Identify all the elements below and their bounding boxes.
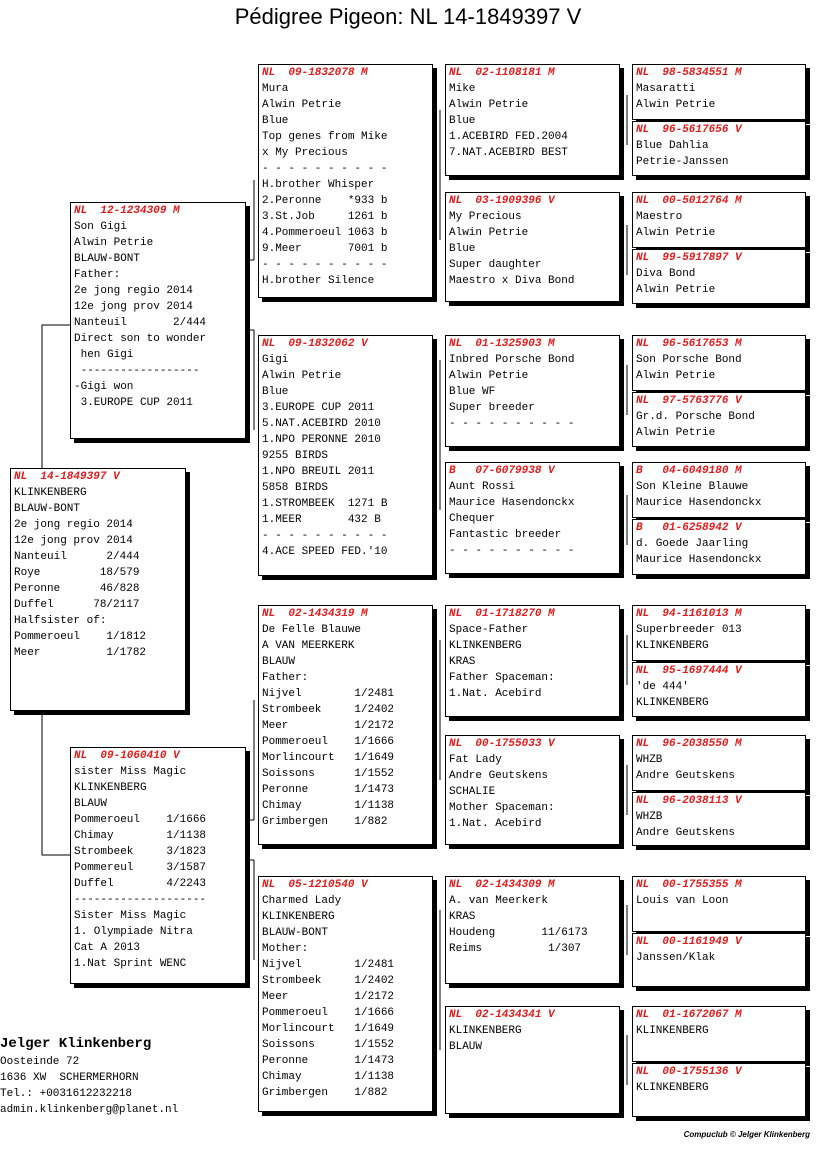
card-line: 9255 BIRDS [262, 450, 329, 462]
ring-number: NL 03-1909396 V [449, 195, 555, 207]
ring-number: NL 96-2038113 V [636, 795, 742, 807]
pigeon-card-mf [258, 605, 433, 845]
card-line: 2.Peronne *933 b [262, 195, 388, 207]
pigeon-card-ff [258, 64, 433, 298]
card-line: Soissons 1/1552 [262, 1039, 395, 1051]
ring-number: B 07-6079938 V [449, 465, 555, 477]
card-line: Soissons 1/1552 [262, 768, 395, 780]
card-line: Duffel 4/2243 [74, 878, 207, 890]
owner-address: Oosteinde 72 [0, 1056, 80, 1068]
card-line: Grimbergen 1/882 [262, 816, 388, 828]
card-line: Strombeek 1/2402 [262, 704, 395, 716]
owner-email[interactable]: admin.klinkenberg@planet.nl [0, 1104, 179, 1116]
ring-number: NL 14-1849397 V [14, 471, 120, 483]
ring-number: NL 02-1434319 M [262, 608, 368, 620]
pigeon-card-g2 [632, 121, 806, 176]
card-line: Grimbergen 1/882 [262, 1087, 388, 1099]
pigeon-card-ffm [445, 192, 620, 302]
card-line: Space-Father [449, 624, 529, 636]
card-line: Nanteuil 2/444 [14, 551, 140, 563]
card-line: Alwin Petrie [636, 370, 716, 382]
card-line: Blue [262, 386, 289, 398]
card-line: - - - - - - - - - - [449, 545, 575, 557]
pigeon-card-g16 [632, 1063, 806, 1117]
ring-number: NL 01-1718270 M [449, 608, 555, 620]
pigeon-card-mm [258, 876, 433, 1112]
card-line: WHZB [636, 811, 663, 823]
card-line: 7.NAT.ACEBIRD BEST [449, 147, 568, 159]
ring-number: NL 00-1755136 V [636, 1066, 742, 1078]
owner-city: 1636 XW SCHERMERHORN [0, 1072, 139, 1084]
ring-number: B 01-6258942 V [636, 522, 742, 534]
card-line: A. van Meerkerk [449, 895, 549, 907]
card-line: Alwin Petrie [449, 370, 529, 382]
card-line: Mike [449, 83, 476, 95]
card-line: Andre Geutskens [636, 827, 736, 839]
pigeon-card-mfm [445, 735, 620, 845]
card-line: 1.MEER 432 B [262, 514, 381, 526]
card-line: Louis van Loon [636, 895, 729, 907]
pigeon-card-g6 [632, 392, 806, 447]
card-line: KLINKENBERG [14, 487, 87, 499]
card-line: KLINKENBERG [262, 911, 335, 923]
pigeon-card-g9 [632, 605, 806, 661]
card-line: 'de 444' [636, 681, 689, 693]
card-line: Son Kleine Blauwe [636, 481, 749, 493]
card-line: KRAS [449, 656, 476, 668]
card-line: Pommeroeul 1/1812 [14, 631, 147, 643]
pigeon-card-g3 [632, 192, 806, 248]
card-line: Pommeroeul 1/1666 [262, 1007, 395, 1019]
card-line: - - - - - - - - - - [262, 530, 388, 542]
card-line: 1.Nat Sprint WENC [74, 958, 187, 970]
card-line: sister Miss Magic [74, 766, 187, 778]
card-line: Peronne 46/828 [14, 583, 140, 595]
card-line: Andre Geutskens [636, 770, 736, 782]
card-line: Nijvel 1/2481 [262, 959, 395, 971]
card-line: 2e jong regio 2014 [74, 285, 193, 297]
card-line: Mother Spaceman: [449, 802, 555, 814]
ring-number: NL 02-1434309 M [449, 879, 555, 891]
card-lines [14, 485, 182, 661]
card-line: BLAUW-BONT [262, 927, 329, 939]
card-line: Father: [262, 672, 309, 684]
pigeon-card-fff [445, 64, 620, 176]
card-line: Alwin Petrie [636, 99, 716, 111]
card-line: Maurice Hasendonckx [449, 497, 575, 509]
card-line: Meer 1/1782 [14, 647, 147, 659]
card-line: Father Spaceman: [449, 672, 555, 684]
card-line: d. Goede Jaarling [636, 538, 749, 550]
card-line: Meer 1/2172 [262, 991, 395, 1003]
pigeon-card-g8 [632, 519, 806, 575]
card-line: Mother: [262, 943, 309, 955]
card-line: 1.STROMBEEK 1271 B [262, 498, 388, 510]
card-line: Reims 1/307 [449, 943, 582, 955]
ring-number: NL 96-2038550 M [636, 738, 742, 750]
card-line: A VAN MEERKERK [262, 640, 355, 652]
ring-number: NL 97-5763776 V [636, 395, 742, 407]
pigeon-card-g5 [632, 335, 806, 391]
pigeon-card-fmm [445, 462, 620, 574]
pigeon-card-g15 [632, 1006, 806, 1062]
card-line: 3.EUROPE CUP 2011 [262, 402, 375, 414]
card-line: Pommeroeul 1/1666 [262, 736, 395, 748]
pigeon-card-g13 [632, 876, 806, 932]
card-line: Maurice Hasendonckx [636, 497, 762, 509]
pigeon-card-fm [258, 335, 433, 576]
card-line: Meer 1/2172 [262, 720, 395, 732]
card-line: Gigi [262, 354, 289, 366]
card-line: 5.NAT.ACEBIRD 2010 [262, 418, 381, 430]
card-line: Peronne 1/1473 [262, 1055, 395, 1067]
card-line: 4.ACE SPEED FED.'10 [262, 546, 388, 558]
card-line: Gr.d. Porsche Bond [636, 411, 755, 423]
ring-number: NL 99-5917897 V [636, 252, 742, 264]
ring-number: NL 94-1161013 M [636, 608, 742, 620]
card-line: Diva Bond [636, 268, 696, 280]
card-line: KLINKENBERG [74, 782, 147, 794]
card-line: Alwin Petrie [262, 370, 342, 382]
owner-phone: Tel.: +0031612232218 [0, 1088, 133, 1100]
card-line: Pommeroeul 1/1666 [74, 814, 207, 826]
card-line: KLINKENBERG [636, 697, 709, 709]
ring-number: NL 09-1832078 M [262, 67, 368, 79]
card-line: Maestro [636, 211, 683, 223]
ring-number: B 04-6049180 M [636, 465, 742, 477]
card-line: Super daughter [449, 259, 542, 271]
card-line: BLAUW-BONT [74, 253, 141, 265]
card-line: Houdeng 11/6173 [449, 927, 588, 939]
ring-number: NL 01-1672067 M [636, 1009, 742, 1021]
page-title: Pédigree Pigeon: NL 14-1849397 V [234, 4, 582, 29]
pigeon-card-mmm [445, 1006, 620, 1114]
card-line: Roye 18/579 [14, 567, 140, 579]
card-line: Alwin Petrie [636, 427, 716, 439]
card-line: Charmed Lady [262, 895, 342, 907]
card-line: Chimay 1/1138 [74, 830, 207, 842]
ring-number: NL 95-1697444 V [636, 665, 742, 677]
card-line: x My Precious [262, 147, 348, 159]
card-line: BLAUW [262, 656, 296, 668]
card-line: 12e jong prov 2014 [74, 301, 193, 313]
ring-number: NL 02-1434341 V [449, 1009, 555, 1021]
card-line: 4.Pommeroeul 1063 b [262, 227, 388, 239]
card-line: BLAUW [74, 798, 108, 810]
card-line: Chequer [449, 513, 496, 525]
pigeon-card-g1 [632, 64, 806, 120]
card-line: 3.EUROPE CUP 2011 [74, 397, 193, 409]
card-line: - - - - - - - - - - [262, 259, 388, 271]
card-line: WHZB [636, 754, 663, 766]
card-line: Chimay 1/1138 [262, 1071, 395, 1083]
card-line: -------------------- [74, 894, 207, 906]
pigeon-card-mother [70, 747, 246, 984]
card-line: Duffel 78/2117 [14, 599, 140, 611]
card-line: H.brother Silence [262, 275, 375, 287]
card-line: Janssen/Klak [636, 952, 716, 964]
pigeon-card-g7 [632, 462, 806, 518]
card-line: Maurice Hasendonckx [636, 554, 762, 566]
card-line: 2e jong regio 2014 [14, 519, 133, 531]
ring-number: NL 00-5012764 M [636, 195, 742, 207]
card-line: Blue Dahlia [636, 140, 709, 152]
pigeon-card-fmf [445, 335, 620, 447]
card-line: KLINKENBERG [636, 1025, 709, 1037]
card-line: Nijvel 1/2481 [262, 688, 395, 700]
card-line: Alwin Petrie [449, 99, 529, 111]
card-line: Fat Lady [449, 754, 502, 766]
card-line: 1.Nat. Acebird [449, 818, 542, 830]
card-line: KLINKENBERG [449, 640, 522, 652]
card-line: Blue WF [449, 386, 496, 398]
ring-number: NL 98-5834551 M [636, 67, 742, 79]
card-line: -Gigi won [74, 381, 134, 393]
pigeon-card-g14 [632, 933, 806, 987]
card-line: KLINKENBERG [636, 640, 709, 652]
owner-name: Jelger Klinkenberg [0, 1036, 152, 1052]
card-line: KLINKENBERG [636, 1082, 709, 1094]
ring-number: NL 09-1060410 V [74, 750, 180, 762]
pigeon-card-g12 [632, 792, 806, 846]
card-line: Chimay 1/1138 [262, 800, 395, 812]
card-line: Cat A 2013 [74, 942, 141, 954]
card-line: Strombeek 3/1823 [74, 846, 207, 858]
card-line: KLINKENBERG [449, 1025, 522, 1037]
card-line: hen Gigi [74, 349, 134, 361]
card-line: KRAS [449, 911, 476, 923]
card-line: Petrie-Janssen [636, 156, 729, 168]
card-line: 1. Olympiade Nitra [74, 926, 193, 938]
card-line: Father: [74, 269, 121, 281]
ring-number: NL 02-1108181 M [449, 67, 555, 79]
card-line: Halfsister of: [14, 615, 107, 627]
card-line: 3.St.Job 1261 b [262, 211, 388, 223]
card-line: Nanteuil 2/444 [74, 317, 207, 329]
card-line: Morlincourt 1/1649 [262, 752, 395, 764]
ring-number: NL 00-1161949 V [636, 936, 742, 948]
card-line: Pommereul 3/1587 [74, 862, 207, 874]
footer-credit: Compuclub © Jelger Klinkenberg [683, 1130, 810, 1139]
card-line: Maestro x Diva Bond [449, 275, 575, 287]
card-line: 1.Nat. Acebird [449, 688, 542, 700]
ring-number: NL 09-1832062 V [262, 338, 368, 350]
card-line: Alwin Petrie [636, 227, 716, 239]
card-line: 5858 BIRDS [262, 482, 329, 494]
card-line: Mura [262, 83, 289, 95]
card-line: Sister Miss Magic [74, 910, 187, 922]
card-line: - - - - - - - - - - [262, 163, 388, 175]
card-line: BLAUW [449, 1041, 483, 1053]
pigeon-card-mff [445, 605, 620, 717]
card-line: SCHALIE [449, 786, 496, 798]
card-line: Masaratti [636, 83, 696, 95]
card-line: H.brother Whisper [262, 179, 375, 191]
ring-number: NL 01-1325903 M [449, 338, 555, 350]
card-line: Blue [262, 115, 289, 127]
ring-number: NL 96-5617653 M [636, 338, 742, 350]
pigeon-card-father [70, 202, 246, 439]
card-line: De Felle Blauwe [262, 624, 362, 636]
card-line: 12e jong prov 2014 [14, 535, 133, 547]
card-line: Alwin Petrie [636, 284, 716, 296]
ring-number: NL 00-1755033 V [449, 738, 555, 750]
card-line: Aunt Rossi [449, 481, 516, 493]
card-line: My Precious [449, 211, 522, 223]
pigeon-card-subject [10, 468, 186, 711]
ring-number: NL 96-5617656 V [636, 124, 742, 136]
card-line: 1.NPO BREUIL 2011 [262, 466, 375, 478]
card-line: Alwin Petrie [74, 237, 154, 249]
card-line: Son Porsche Bond [636, 354, 742, 366]
card-line: Fantastic breeder [449, 529, 562, 541]
card-line: Blue [449, 115, 476, 127]
pigeon-card-g10 [632, 662, 806, 717]
card-line: 1.ACEBIRD FED.2004 [449, 131, 568, 143]
pigeon-card-mmf [445, 876, 620, 984]
card-line: Son Gigi [74, 221, 127, 233]
card-line: Direct son to wonder [74, 333, 207, 345]
pigeon-card-g4 [632, 249, 806, 304]
card-line: Andre Geutskens [449, 770, 549, 782]
ring-number: NL 00-1755355 M [636, 879, 742, 891]
card-line: Top genes from Mike [262, 131, 388, 143]
pigeon-card-g11 [632, 735, 806, 791]
card-line: Morlincourt 1/1649 [262, 1023, 395, 1035]
card-line: Alwin Petrie [449, 227, 529, 239]
card-line: Peronne 1/1473 [262, 784, 395, 796]
card-line: BLAUW-BONT [14, 503, 81, 515]
card-line: Super breeder [449, 402, 535, 414]
card-line: Blue [449, 243, 476, 255]
card-line: 9.Meer 7001 b [262, 243, 388, 255]
owner-block [0, 1034, 178, 1118]
card-line: 1.NPO PERONNE 2010 [262, 434, 381, 446]
card-line: Superbreeder 013 [636, 624, 742, 636]
ring-number: NL 12-1234309 M [74, 205, 180, 217]
card-line: Inbred Porsche Bond [449, 354, 575, 366]
card-line: Alwin Petrie [262, 99, 342, 111]
card-line: ------------------ [74, 365, 200, 377]
card-line: - - - - - - - - - - [449, 418, 575, 430]
ring-number: NL 05-1210540 V [262, 879, 368, 891]
card-line: Strombeek 1/2402 [262, 975, 395, 987]
